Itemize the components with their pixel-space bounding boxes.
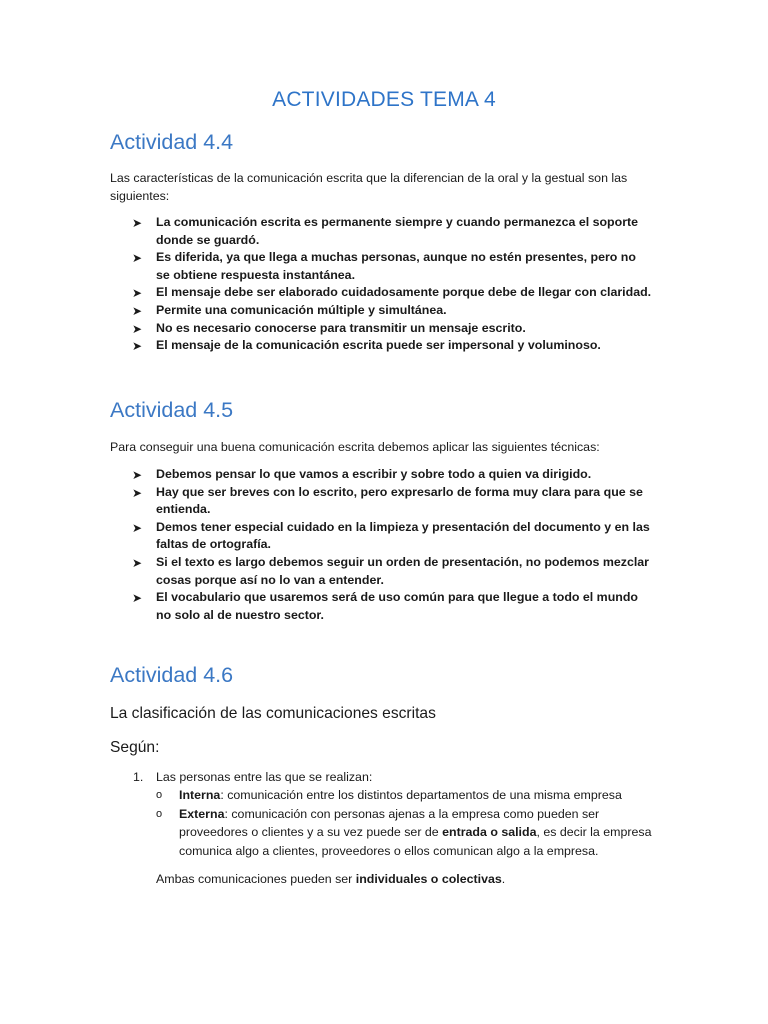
arrowhead-icon: ➤ [132,339,143,354]
circle-icon: o [156,807,163,820]
list-item: ➤ Demos tener especial cuidado en la limpieza y presentación del documento y en las faltas de ortografía. [132,519,650,552]
arrowhead-icon: ➤ [132,485,143,500]
classification-subheading: La clasificación de las comunicaciones escritas [110,705,436,722]
list-item: ➤ El mensaje debe ser elaborado cuidadosamente porque debe de llegar con claridad. [132,284,652,302]
list-item: ➤ Es diferida, ya que llega a muchas personas, aunque no estén presentes, pero no se obtiene respuesta instantánea. [132,250,636,282]
section-heading-4-6: Actividad 4.6 [110,663,234,687]
circle-icon: o [156,789,163,802]
list-item: ➤ Permite una comunicación múltiple y simultánea. [132,302,652,320]
sub-list-item-externa: o Externa: comunicación con personas ajenas a la empresa como pueden ser proveedores o clientes y a su vez puede ser de entrada o salida, es decir la empresa comunica algo a clientes, proveedores o ellos comunican algo a la empresa. [156,806,652,858]
bullet-list-4-5 [132,466,652,624]
arrowhead-icon: ➤ [132,216,143,230]
list-note: Ambas comunicaciones pueden ser individuales o colectivas. [156,872,506,887]
numbered-item-label: Las personas entre las que se realizan: [156,770,373,784]
bullet-list-4-4 [132,214,652,355]
segun-subheading: Según: [110,739,160,756]
arrowhead-icon: ➤ [132,468,143,482]
arrowhead-icon: ➤ [132,303,143,318]
list-item: ➤ Debemos pensar lo que vamos a escribir y sobre todo a quien va dirigido. [132,466,652,484]
list-item: ➤ El vocabulario que usaremos será de uso común para que llegue a todo el mundo no solo al de nuestro sector. [132,590,638,622]
arrowhead-icon: ➤ [132,591,143,606]
arrowhead-icon: ➤ [132,520,143,535]
section-intro-4-5: Para conseguir una buena comunicación escrita debemos aplicar las siguientes técnicas: [110,440,600,454]
list-item: ➤ Si el texto es largo debemos seguir un orden de presentación, no podemos mezclar cosas porque así no lo van a entender. [132,554,649,587]
sub-list-item-interna: o Interna: comunicación entre los distintos departamentos de una misma empresa [156,786,653,804]
arrowhead-icon: ➤ [132,251,143,266]
section-heading-4-5: Actividad 4.5 [110,398,234,422]
numbered-list-item [133,768,653,888]
list-number: 1. [133,770,144,784]
sub-list [156,786,653,860]
section-heading-4-4: Actividad 4.4 [110,130,234,154]
list-item: ➤ La comunicación escrita es permanente siempre y cuando permanezca el soporte donde se guardó. [132,215,639,247]
numbered-list [133,768,653,888]
arrowhead-icon: ➤ [132,555,143,570]
list-item: ➤ El mensaje de la comunicación escrita puede ser impersonal y voluminoso. [132,337,652,355]
term-externa: Externa [179,806,225,821]
bold-entrada-salida: entrada o salida [442,825,537,840]
list-item: ➤ Hay que ser breves con lo escrito, pero expresarlo de forma muy clara para que se entienda. [132,484,643,517]
section-intro-4-4: Las características de la comunicación escrita que la diferencian de la oral y la gestual son las siguientes: [110,171,628,203]
list-item: ➤ No es necesario conocerse para transmitir un mensaje escrito. [132,320,652,338]
bold-individuales-colectivas: individuales o colectivas [355,872,502,887]
arrowhead-icon: ➤ [132,286,143,301]
arrowhead-icon: ➤ [132,321,143,336]
term-interna: Interna [179,788,221,803]
document-title: ACTIVIDADES TEMA 4 [272,88,496,111]
